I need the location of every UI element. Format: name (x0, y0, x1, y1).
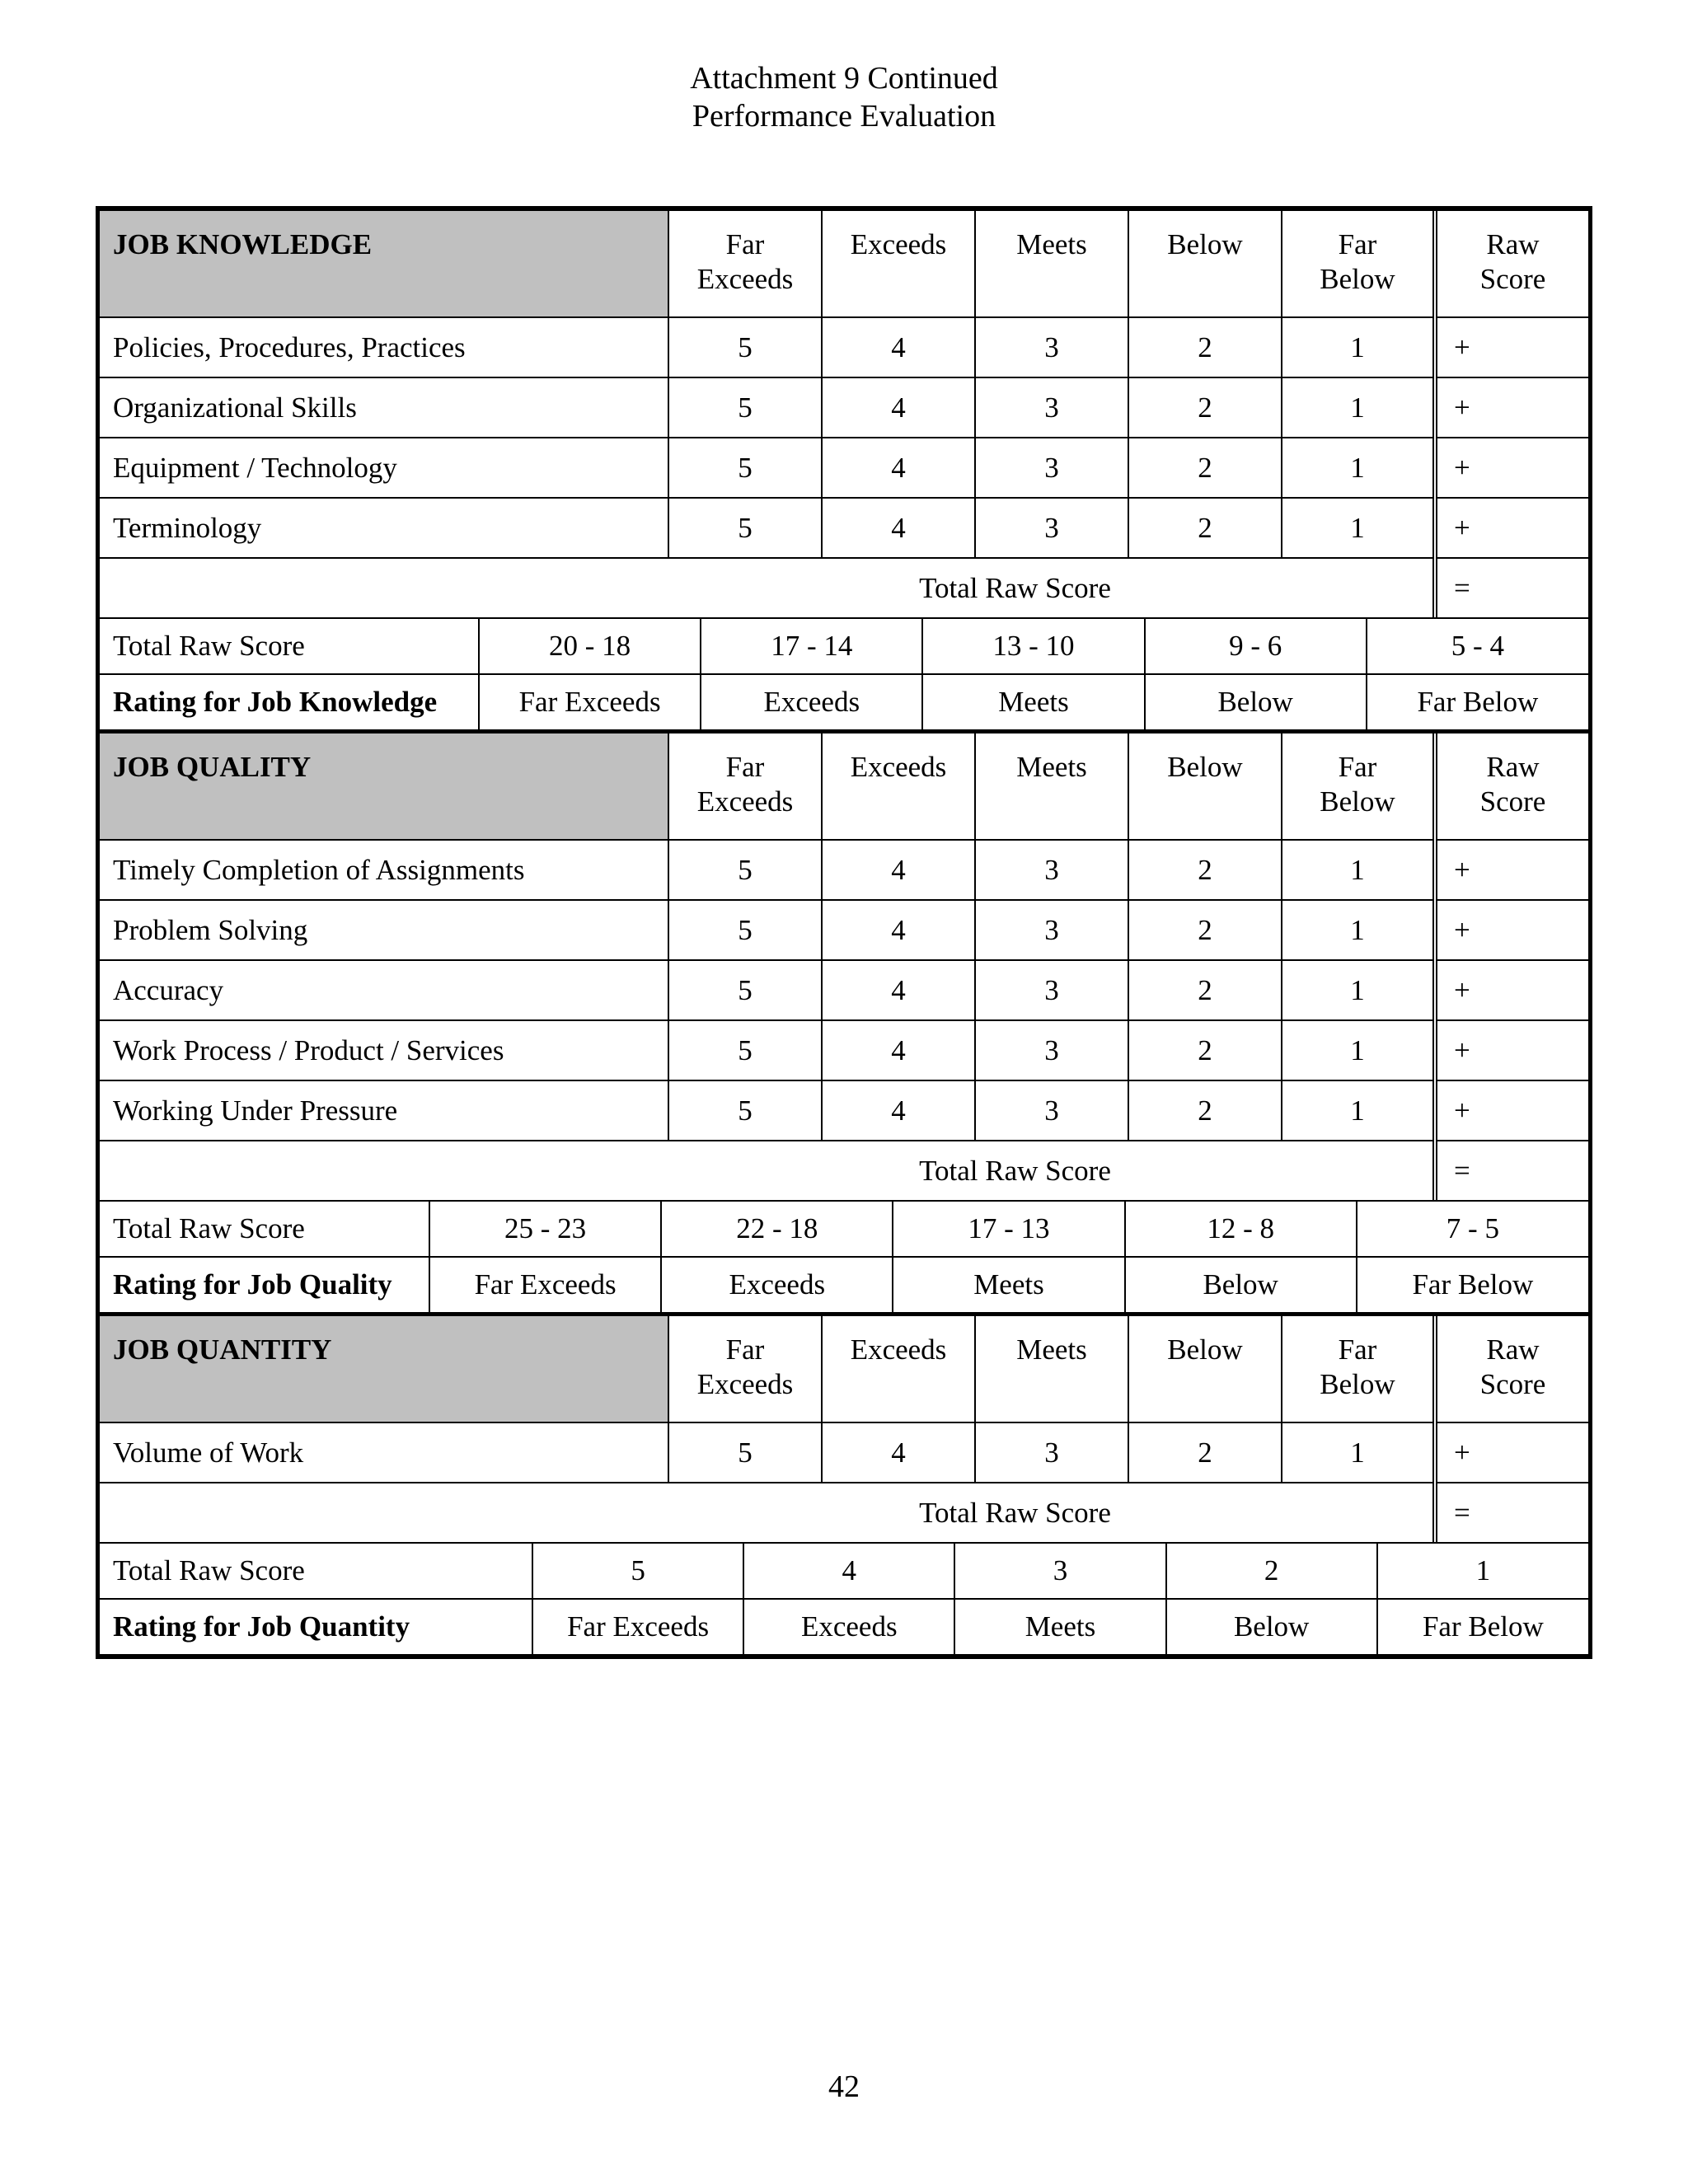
criterion-row (100, 1080, 1588, 1141)
score-5[interactable]: 5 (668, 900, 822, 960)
rating-value: Far Exceeds (479, 674, 701, 729)
range-value: 4 (743, 1543, 954, 1599)
score-3[interactable]: 3 (975, 498, 1128, 558)
total-raw-score-label: Total Raw Score (100, 1483, 1435, 1542)
score-4[interactable]: 4 (822, 1020, 975, 1080)
score-4[interactable]: 4 (822, 840, 975, 900)
score-1[interactable]: 1 (1282, 900, 1435, 960)
score-2[interactable]: 2 (1128, 438, 1282, 498)
rating-label: Rating for Job Quantity (100, 1599, 532, 1654)
section-job-quality (100, 729, 1588, 1312)
criterion-row (100, 960, 1588, 1020)
col-far-exceeds: Far Exceeds (668, 733, 822, 840)
score-5[interactable]: 5 (668, 1422, 822, 1483)
col-meets: Meets (975, 211, 1128, 317)
score-3[interactable]: 3 (975, 960, 1128, 1020)
range-row (100, 618, 1588, 674)
score-4[interactable]: 4 (822, 377, 975, 438)
rating-value: Meets (893, 1257, 1124, 1312)
rating-value: Far Below (1357, 1257, 1588, 1312)
raw-score-field[interactable]: + (1435, 1080, 1588, 1141)
total-raw-score-row (100, 1141, 1588, 1200)
score-1[interactable]: 1 (1282, 1422, 1435, 1483)
score-2[interactable]: 2 (1128, 377, 1282, 438)
raw-score-field[interactable]: + (1435, 317, 1588, 377)
total-raw-score-field[interactable]: = (1435, 1483, 1588, 1542)
range-value: 22 - 18 (661, 1201, 893, 1257)
criteria-table (100, 211, 1588, 617)
score-1[interactable]: 1 (1282, 317, 1435, 377)
raw-score-field[interactable]: + (1435, 1422, 1588, 1483)
rating-value: Exceeds (661, 1257, 893, 1312)
col-raw-score: Raw Score (1435, 733, 1588, 840)
col-raw-score: Raw Score (1435, 211, 1588, 317)
criterion-label: Timely Completion of Assignments (100, 840, 668, 900)
criterion-label: Problem Solving (100, 900, 668, 960)
rating-table (100, 1542, 1588, 1654)
total-raw-score-label: Total Raw Score (100, 1141, 1435, 1200)
criterion-label: Accuracy (100, 960, 668, 1020)
col-below: Below (1128, 211, 1282, 317)
score-5[interactable]: 5 (668, 1080, 822, 1141)
rating-table (100, 617, 1588, 729)
criterion-row (100, 1020, 1588, 1080)
score-5[interactable]: 5 (668, 438, 822, 498)
score-1[interactable]: 1 (1282, 377, 1435, 438)
criterion-label: Organizational Skills (100, 377, 668, 438)
score-2[interactable]: 2 (1128, 498, 1282, 558)
raw-score-field[interactable]: + (1435, 438, 1588, 498)
criterion-row (100, 377, 1588, 438)
rating-label: Rating for Job Knowledge (100, 674, 479, 729)
rating-value: Far Exceeds (429, 1257, 661, 1312)
score-1[interactable]: 1 (1282, 1020, 1435, 1080)
score-4[interactable]: 4 (822, 317, 975, 377)
rating-row (100, 674, 1588, 729)
rating-value: Meets (954, 1599, 1165, 1654)
score-3[interactable]: 3 (975, 1422, 1128, 1483)
range-value: 17 - 14 (701, 618, 922, 674)
range-value: 7 - 5 (1357, 1201, 1588, 1257)
score-4[interactable]: 4 (822, 498, 975, 558)
raw-score-field[interactable]: + (1435, 377, 1588, 438)
rating-value: Far Exceeds (532, 1599, 743, 1654)
score-2[interactable]: 2 (1128, 1020, 1282, 1080)
score-5[interactable]: 5 (668, 1020, 822, 1080)
range-row (100, 1201, 1588, 1257)
rating-value: Below (1145, 674, 1367, 729)
col-far-below: Far Below (1282, 733, 1435, 840)
col-raw-score: Raw Score (1435, 1316, 1588, 1422)
raw-score-field[interactable]: + (1435, 1020, 1588, 1080)
score-5[interactable]: 5 (668, 840, 822, 900)
range-row (100, 1543, 1588, 1599)
section-job-quantity (100, 1312, 1588, 1654)
score-2[interactable]: 2 (1128, 960, 1282, 1020)
col-below: Below (1128, 1316, 1282, 1422)
score-3[interactable]: 3 (975, 1020, 1128, 1080)
rating-label: Rating for Job Quality (100, 1257, 429, 1312)
rating-row (100, 1257, 1588, 1312)
criterion-label: Terminology (100, 498, 668, 558)
total-raw-score-label: Total Raw Score (100, 558, 1435, 617)
score-1[interactable]: 1 (1282, 840, 1435, 900)
total-raw-score-field[interactable]: = (1435, 558, 1588, 617)
rating-value: Far Below (1367, 674, 1588, 729)
attachment-title: Attachment 9 Continued (690, 61, 998, 96)
score-2[interactable]: 2 (1128, 1080, 1282, 1141)
col-below: Below (1128, 733, 1282, 840)
section-header-row (100, 1316, 1588, 1422)
criterion-label: Work Process / Product / Services (100, 1020, 668, 1080)
range-value: 5 - 4 (1367, 618, 1588, 674)
rating-value: Exceeds (701, 674, 922, 729)
range-value: 25 - 23 (429, 1201, 661, 1257)
range-value: 2 (1166, 1543, 1377, 1599)
range-value: 17 - 13 (893, 1201, 1124, 1257)
range-value: 1 (1377, 1543, 1588, 1599)
col-far-below: Far Below (1282, 1316, 1435, 1422)
score-1[interactable]: 1 (1282, 438, 1435, 498)
section-title: JOB QUANTITY (100, 1316, 668, 1422)
section-header-row (100, 211, 1588, 317)
section-title: JOB KNOWLEDGE (100, 211, 668, 317)
criterion-row (100, 900, 1588, 960)
score-3[interactable]: 3 (975, 317, 1128, 377)
range-value: 20 - 18 (479, 618, 701, 674)
criterion-row (100, 498, 1588, 558)
rating-table (100, 1200, 1588, 1312)
raw-score-field[interactable]: + (1435, 840, 1588, 900)
section-job-knowledge (100, 211, 1588, 729)
score-3[interactable]: 3 (975, 377, 1128, 438)
criterion-row (100, 317, 1588, 377)
raw-score-field[interactable]: + (1435, 960, 1588, 1020)
rating-value: Exceeds (743, 1599, 954, 1654)
section-title: JOB QUALITY (100, 733, 668, 840)
col-exceeds: Exceeds (822, 1316, 975, 1422)
score-2[interactable]: 2 (1128, 1422, 1282, 1483)
range-value: 5 (532, 1543, 743, 1599)
score-5[interactable]: 5 (668, 317, 822, 377)
rating-value: Far Below (1377, 1599, 1588, 1654)
raw-score-field[interactable]: + (1435, 498, 1588, 558)
col-meets: Meets (975, 1316, 1128, 1422)
rating-row (100, 1599, 1588, 1654)
range-value: 3 (954, 1543, 1165, 1599)
score-2[interactable]: 2 (1128, 840, 1282, 900)
col-meets: Meets (975, 733, 1128, 840)
score-4[interactable]: 4 (822, 900, 975, 960)
score-3[interactable]: 3 (975, 900, 1128, 960)
range-value: 9 - 6 (1145, 618, 1367, 674)
page-number: 42 (828, 2069, 860, 2104)
col-far-exceeds: Far Exceeds (668, 211, 822, 317)
evaluation-form (96, 206, 1592, 1659)
criterion-label: Volume of Work (100, 1422, 668, 1483)
score-2[interactable]: 2 (1128, 317, 1282, 377)
score-5[interactable]: 5 (668, 498, 822, 558)
score-1[interactable]: 1 (1282, 498, 1435, 558)
criterion-row (100, 1422, 1588, 1483)
score-1[interactable]: 1 (1282, 1080, 1435, 1141)
col-far-exceeds: Far Exceeds (668, 1316, 822, 1422)
score-4[interactable]: 4 (822, 960, 975, 1020)
criteria-table (100, 733, 1588, 1200)
score-3[interactable]: 3 (975, 438, 1128, 498)
criteria-table (100, 1316, 1588, 1542)
range-value: 13 - 10 (922, 618, 1144, 674)
rating-value: Meets (922, 674, 1144, 729)
score-4[interactable]: 4 (822, 438, 975, 498)
score-3[interactable]: 3 (975, 840, 1128, 900)
criterion-label: Policies, Procedures, Practices (100, 317, 668, 377)
form-title: Performance Evaluation (692, 99, 996, 134)
score-5[interactable]: 5 (668, 960, 822, 1020)
range-label: Total Raw Score (100, 1543, 532, 1599)
col-exceeds: Exceeds (822, 211, 975, 317)
score-5[interactable]: 5 (668, 377, 822, 438)
rating-value: Below (1166, 1599, 1377, 1654)
raw-score-field[interactable]: + (1435, 900, 1588, 960)
rating-value: Below (1125, 1257, 1357, 1312)
score-3[interactable]: 3 (975, 1080, 1128, 1141)
score-2[interactable]: 2 (1128, 900, 1282, 960)
range-value: 12 - 8 (1125, 1201, 1357, 1257)
section-header-row (100, 733, 1588, 840)
score-4[interactable]: 4 (822, 1080, 975, 1141)
col-exceeds: Exceeds (822, 733, 975, 840)
range-label: Total Raw Score (100, 618, 479, 674)
criterion-label: Working Under Pressure (100, 1080, 668, 1141)
score-1[interactable]: 1 (1282, 960, 1435, 1020)
total-raw-score-row (100, 1483, 1588, 1542)
score-4[interactable]: 4 (822, 1422, 975, 1483)
criterion-row (100, 840, 1588, 900)
criterion-row (100, 438, 1588, 498)
col-far-below: Far Below (1282, 211, 1435, 317)
range-label: Total Raw Score (100, 1201, 429, 1257)
total-raw-score-field[interactable]: = (1435, 1141, 1588, 1200)
total-raw-score-row (100, 558, 1588, 617)
criterion-label: Equipment / Technology (100, 438, 668, 498)
page-header (0, 59, 1688, 135)
